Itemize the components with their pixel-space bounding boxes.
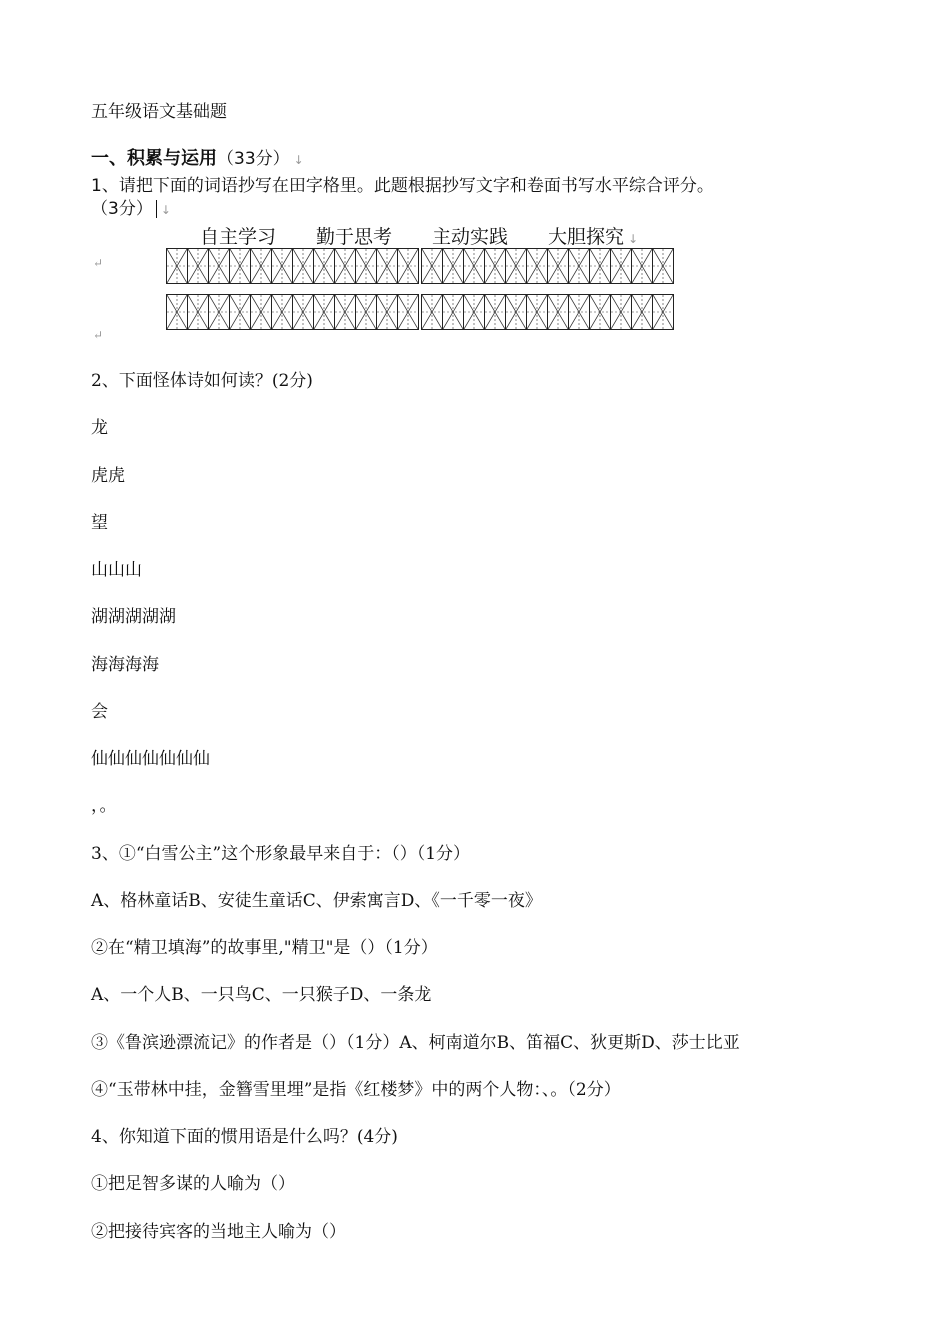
- grid-cell[interactable]: [632, 295, 653, 329]
- grid-cell[interactable]: [569, 295, 590, 329]
- paragraph-mark-icon: ↵: [93, 256, 104, 270]
- grid-cell[interactable]: [422, 295, 443, 329]
- tianzige-grid-row-1[interactable]: [166, 248, 676, 284]
- grid-cell[interactable]: [527, 295, 548, 329]
- grid-cell[interactable]: [167, 249, 188, 283]
- poem-line: 湖湖湖湖湖: [91, 607, 176, 627]
- grid-cell[interactable]: [230, 295, 251, 329]
- grid-group: [421, 248, 674, 284]
- tianzige-grid-row-2[interactable]: [166, 294, 676, 330]
- grid-cell[interactable]: [230, 249, 251, 283]
- question-4-line: ①把足智多谋的人喻为（）: [91, 1174, 295, 1194]
- grid-cell[interactable]: [485, 295, 506, 329]
- grid-cell[interactable]: [314, 295, 335, 329]
- grid-cell[interactable]: [506, 295, 527, 329]
- poem-line: 会: [91, 702, 108, 722]
- grid-cell[interactable]: [590, 295, 611, 329]
- question-3-line: A、一个人B、一只鸟C、一只猴子D、一条龙: [91, 985, 432, 1005]
- question-3-line: A、格林童话B、安徒生童话C、伊索寓言D、《一千零一夜》: [91, 891, 542, 911]
- grid-cell[interactable]: [506, 249, 527, 283]
- poem-line: ，。: [91, 796, 117, 816]
- question-3-line: ④“玉带林中挂，金簪雪里埋”是指《红楼梦》中的两个人物：、。（2分）: [91, 1080, 621, 1100]
- grid-cell[interactable]: [188, 295, 209, 329]
- grid-cell[interactable]: [398, 295, 418, 329]
- grid-cell[interactable]: [272, 249, 293, 283]
- grid-cell[interactable]: [464, 295, 485, 329]
- grid-cell[interactable]: [422, 249, 443, 283]
- grid-cell[interactable]: [611, 295, 632, 329]
- grid-cell[interactable]: [293, 249, 314, 283]
- grid-cell[interactable]: [653, 295, 673, 329]
- grid-cell[interactable]: [464, 249, 485, 283]
- grid-cell[interactable]: [209, 295, 230, 329]
- grid-cell[interactable]: [356, 249, 377, 283]
- question-1-text: 1、请把下面的词语抄写在田字格里。此题根据抄写文字和卷面书写水平综合评分。: [91, 176, 714, 196]
- grid-cell[interactable]: [293, 295, 314, 329]
- poem-line: 山山山: [91, 560, 142, 580]
- grid-cell[interactable]: [632, 249, 653, 283]
- grid-cell[interactable]: [590, 249, 611, 283]
- copy-word: 大胆探究: [548, 226, 625, 248]
- copy-word: 自主学习: [200, 226, 277, 248]
- grid-cell[interactable]: [335, 295, 356, 329]
- question-2-text: 2、下面怪体诗如何读？(2分): [91, 371, 313, 391]
- question-1-score-line: [91, 198, 171, 221]
- grid-cell[interactable]: [272, 295, 293, 329]
- section-heading: [91, 148, 304, 171]
- document-title: 五年级语文基础题: [91, 102, 227, 122]
- question-3-line: ②在“精卫填海”的故事里,"精卫"是（）（1分）: [91, 938, 438, 958]
- grid-cell[interactable]: [167, 295, 188, 329]
- grid-cell[interactable]: [377, 249, 398, 283]
- grid-cell[interactable]: [335, 249, 356, 283]
- grid-cell[interactable]: [548, 295, 569, 329]
- question-4-line: 4、你知道下面的惯用语是什么吗？(4分): [91, 1127, 398, 1147]
- grid-cell[interactable]: [611, 249, 632, 283]
- grid-cell[interactable]: [377, 295, 398, 329]
- line-break-mark-icon: ↓: [628, 232, 639, 246]
- grid-group: [421, 294, 674, 330]
- line-break-mark-icon: ↓: [293, 153, 304, 167]
- grid-cell[interactable]: [356, 295, 377, 329]
- grid-cell[interactable]: [251, 249, 272, 283]
- grid-cell[interactable]: [314, 249, 335, 283]
- question-3-line: ③《鲁滨逊漂流记》的作者是（）（1分）A、柯南道尔B、笛福C、狄更斯D、莎士比亚: [91, 1033, 740, 1053]
- grid-group: [166, 294, 419, 330]
- grid-cell[interactable]: [188, 249, 209, 283]
- poem-line: 望: [91, 513, 108, 533]
- poem-line: 虎虎: [91, 466, 125, 486]
- copy-word: 主动实践: [432, 226, 509, 248]
- grid-cell[interactable]: [485, 249, 506, 283]
- poem-line: 海海海海: [91, 655, 159, 675]
- copy-words: [200, 222, 638, 249]
- line-break-mark-icon: ↓: [160, 203, 171, 217]
- grid-cell[interactable]: [443, 249, 464, 283]
- question-1-score: （3分）: [91, 199, 153, 219]
- grid-cell[interactable]: [251, 295, 272, 329]
- grid-cell[interactable]: [569, 249, 590, 283]
- grid-cell[interactable]: [653, 249, 673, 283]
- copy-word: 勤于思考: [316, 226, 393, 248]
- grid-cell[interactable]: [398, 249, 418, 283]
- question-4-line: ②把接待宾客的当地主人喻为（）: [91, 1222, 346, 1242]
- section-heading-text: 一、积累与运用: [91, 148, 217, 169]
- grid-cell[interactable]: [443, 295, 464, 329]
- grid-cell[interactable]: [209, 249, 230, 283]
- section-heading-score: （33分）: [217, 149, 290, 169]
- paragraph-mark-icon: ↵: [93, 328, 104, 342]
- text-cursor: [156, 200, 157, 218]
- poem-line: 仙仙仙仙仙仙仙: [91, 749, 210, 769]
- grid-group: [166, 248, 419, 284]
- grid-cell[interactable]: [548, 249, 569, 283]
- poem-line: 龙: [91, 418, 108, 438]
- grid-cell[interactable]: [527, 249, 548, 283]
- question-3-line: 3、①“白雪公主”这个形象最早来自于：（）（1分）: [91, 844, 471, 864]
